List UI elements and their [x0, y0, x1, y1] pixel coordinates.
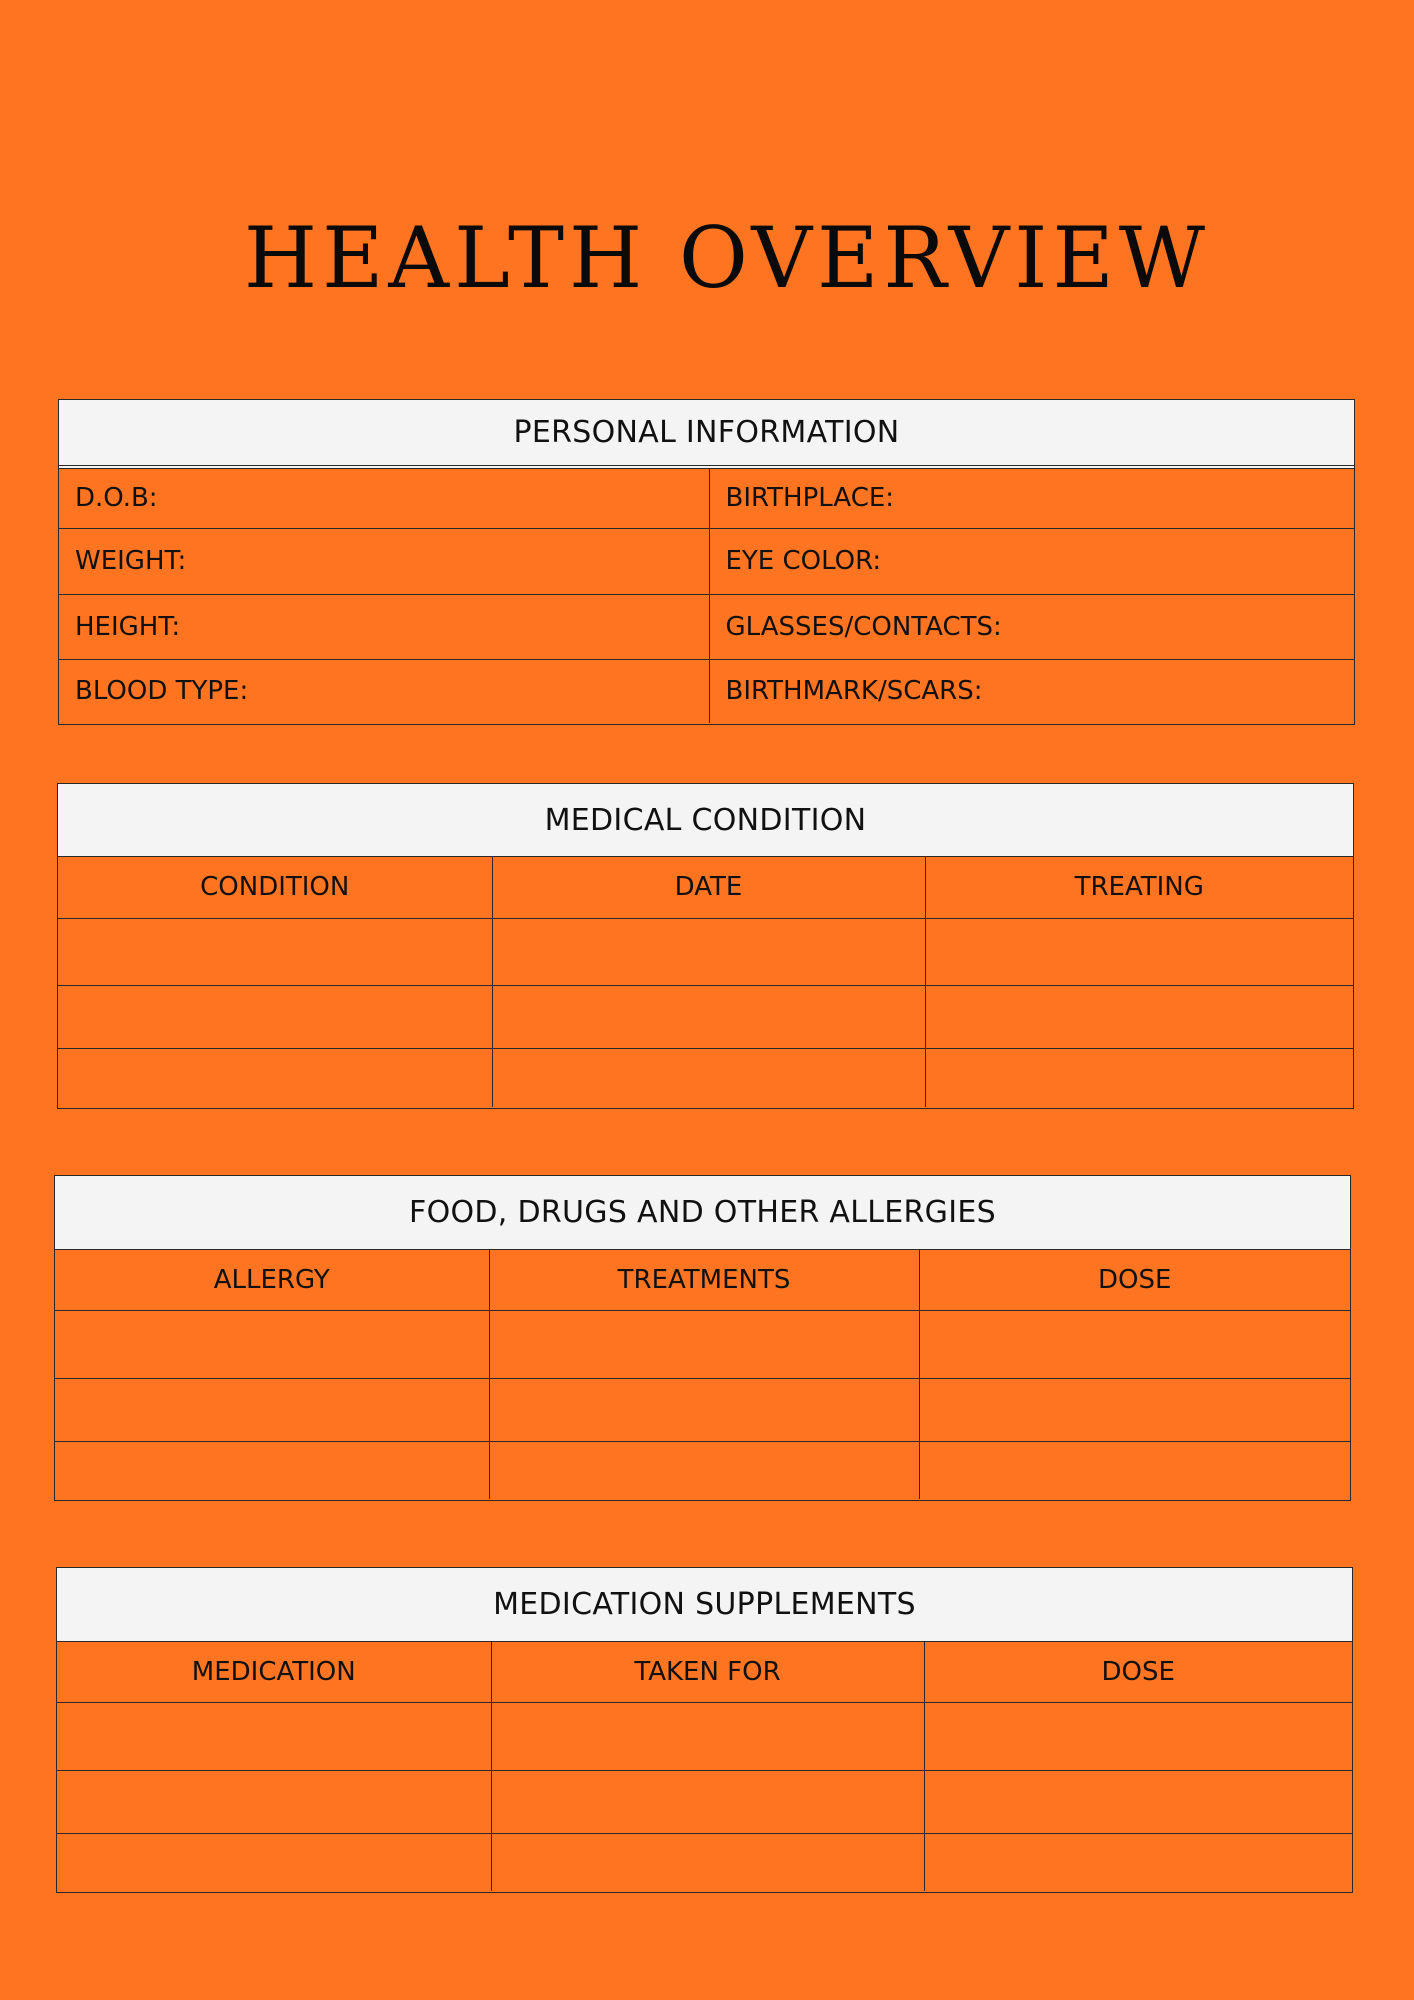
taken-for-cell[interactable]: [491, 1833, 924, 1891]
personal-information-title: PERSONAL INFORMATION: [513, 415, 900, 450]
table-row: [59, 469, 1354, 528]
medication-table: [57, 1642, 1352, 1891]
allergies-title: FOOD, DRUGS AND OTHER ALLERGIES: [409, 1195, 996, 1230]
medication-section: [56, 1567, 1353, 1893]
blood-type-field[interactable]: [59, 659, 709, 723]
condition-cell[interactable]: [58, 985, 492, 1048]
table-row: [57, 1833, 1352, 1891]
date-cell[interactable]: [492, 1048, 925, 1107]
medical-condition-table: [58, 857, 1353, 1107]
blood-type-label: BLOOD TYPE:: [75, 676, 249, 707]
dose-cell[interactable]: [924, 1770, 1352, 1833]
column-header-date: DATE: [492, 857, 925, 918]
column-header-dose: DOSE: [919, 1250, 1350, 1310]
table-row: [58, 918, 1353, 985]
date-cell[interactable]: [492, 985, 925, 1048]
dose-cell[interactable]: [919, 1310, 1350, 1378]
weight-label: WEIGHT:: [75, 546, 187, 576]
table-header-row: [57, 1642, 1352, 1702]
date-cell[interactable]: [492, 918, 925, 985]
treating-cell[interactable]: [925, 985, 1353, 1048]
dose-cell[interactable]: [919, 1441, 1350, 1499]
birthplace-field[interactable]: [709, 469, 1354, 528]
glasses-contacts-field[interactable]: [709, 594, 1354, 659]
treating-cell[interactable]: [925, 1048, 1353, 1107]
medication-title: MEDICATION SUPPLEMENTS: [493, 1587, 916, 1622]
table-row: [59, 594, 1354, 659]
column-header-condition: CONDITION: [58, 857, 492, 918]
medication-cell[interactable]: [57, 1770, 491, 1833]
column-header-dose: DOSE: [924, 1642, 1352, 1702]
column-header-medication: MEDICATION: [57, 1642, 491, 1702]
table-row: [59, 659, 1354, 723]
table-row: [58, 1048, 1353, 1107]
dob-label: D.O.B:: [75, 483, 158, 514]
birthmark-scars-label: BIRTHMARK/SCARS:: [725, 676, 983, 707]
dob-field[interactable]: [59, 469, 709, 528]
eye-color-field[interactable]: [709, 528, 1354, 594]
personal-information-header: [59, 400, 1354, 466]
allergy-cell[interactable]: [55, 1310, 489, 1378]
page-title: HEALTH OVERVIEW: [243, 209, 1211, 307]
taken-for-cell[interactable]: [491, 1770, 924, 1833]
table-row: [55, 1441, 1350, 1499]
treating-cell[interactable]: [925, 918, 1353, 985]
personal-information-section: [58, 399, 1355, 725]
taken-for-cell[interactable]: [491, 1702, 924, 1770]
allergies-section: [54, 1175, 1351, 1501]
condition-cell[interactable]: [58, 1048, 492, 1107]
medication-header: [57, 1568, 1352, 1642]
column-header-treatments: TREATMENTS: [489, 1250, 919, 1310]
height-label: HEIGHT:: [75, 611, 181, 642]
weight-field[interactable]: [59, 528, 709, 594]
treatments-cell[interactable]: [489, 1310, 919, 1378]
table-row: [57, 1770, 1352, 1833]
allergy-cell[interactable]: [55, 1441, 489, 1499]
treatments-cell[interactable]: [489, 1441, 919, 1499]
dose-cell[interactable]: [924, 1833, 1352, 1891]
allergies-header: [55, 1176, 1350, 1250]
medication-cell[interactable]: [57, 1702, 491, 1770]
table-row: [58, 985, 1353, 1048]
column-header-taken-for: TAKEN FOR: [491, 1642, 924, 1702]
column-header-allergy: ALLERGY: [55, 1250, 489, 1310]
eye-color-label: EYE COLOR:: [725, 546, 882, 576]
table-row: [55, 1310, 1350, 1378]
table-row: [59, 528, 1354, 594]
dose-cell[interactable]: [924, 1702, 1352, 1770]
medical-condition-section: [57, 783, 1354, 1109]
dose-cell[interactable]: [919, 1378, 1350, 1441]
birthplace-label: BIRTHPLACE:: [725, 483, 895, 514]
allergies-table: [55, 1250, 1350, 1499]
medical-condition-header: [58, 784, 1353, 857]
medication-cell[interactable]: [57, 1833, 491, 1891]
table-row: [57, 1702, 1352, 1770]
height-field[interactable]: [59, 594, 709, 659]
medical-condition-title: MEDICAL CONDITION: [544, 802, 867, 838]
table-row: [55, 1378, 1350, 1441]
table-header-row: [55, 1250, 1350, 1310]
table-header-row: [58, 857, 1353, 918]
condition-cell[interactable]: [58, 918, 492, 985]
column-header-treating: TREATING: [925, 857, 1353, 918]
allergy-cell[interactable]: [55, 1378, 489, 1441]
treatments-cell[interactable]: [489, 1378, 919, 1441]
personal-information-table: [59, 469, 1354, 723]
glasses-contacts-label: GLASSES/CONTACTS:: [725, 611, 1002, 642]
birthmark-scars-field[interactable]: [709, 659, 1354, 723]
